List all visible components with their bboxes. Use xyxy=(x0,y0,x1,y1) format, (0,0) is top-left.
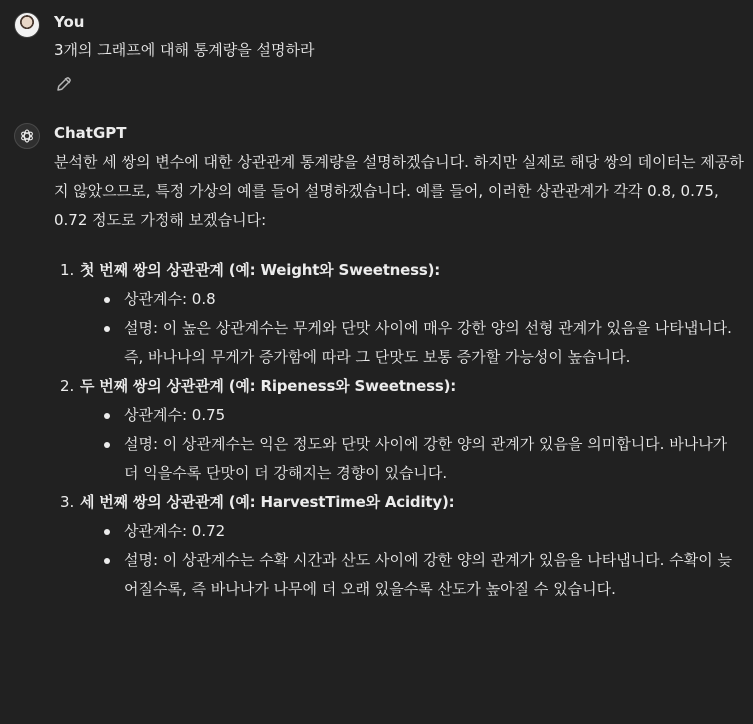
assistant-name: ChatGPT xyxy=(54,124,127,142)
item-number: 2. xyxy=(60,377,75,395)
coefficient-text: 상관계수: 0.72 xyxy=(102,517,744,546)
response-intro: 분석한 세 쌍의 변수에 대한 상관관계 통계량을 설명하겠습니다. 하지만 실제로 해당 쌍의 데이터는 제공하지 않았으므로, 특정 가상의 예를 들어 설명하겠습니다. 예를 들어, 이러한 상관관계가 각각 0.8, 0.75, 0.72 정도로 가정해 보겠습니다: xyxy=(54,153,744,229)
assistant-response xyxy=(54,148,744,604)
item-number: 1. xyxy=(60,261,75,279)
description-text: 설명: 이 상관계수는 수확 시간과 산도 사이에 강한 양의 관계가 있음을 나타냅니다. 수확이 늦어질수록, 즉 바나나가 나무에 더 오래 있을수록 산도가 높아질 수 있습니다. xyxy=(102,546,744,604)
list-item xyxy=(54,488,744,604)
openai-logo-icon xyxy=(14,123,40,149)
user-message-text: 3개의 그래프에 대해 통계량을 설명하라 xyxy=(54,41,315,59)
user-name: You xyxy=(54,13,85,31)
item-details xyxy=(80,401,744,488)
item-number: 3. xyxy=(60,493,75,511)
item-details xyxy=(80,517,744,604)
list-item xyxy=(54,372,744,488)
user-avatar-icon xyxy=(14,12,40,38)
description-text: 설명: 이 높은 상관계수는 무게와 단맛 사이에 매우 강한 양의 선형 관계가 있음을 나타냅니다. 즉, 바나나의 무게가 증가함에 따라 그 단맛도 보통 증가할 가능성이 높습니다. xyxy=(102,314,744,372)
coefficient-text: 상관계수: 0.8 xyxy=(102,285,744,314)
item-title: 세 번째 쌍의 상관관계 (예: HarvestTime와 Acidity): xyxy=(80,493,455,511)
list-item xyxy=(54,256,744,372)
coefficient-text: 상관계수: 0.75 xyxy=(102,401,744,430)
description-text: 설명: 이 상관계수는 익은 정도와 단맛 사이에 강한 양의 관계가 있음을 의미합니다. 바나나가 더 익을수록 단맛이 더 강해지는 경향이 있습니다. xyxy=(102,430,744,488)
item-title: 두 번째 쌍의 상관관계 (예: Ripeness와 Sweetness): xyxy=(80,377,457,395)
item-title: 첫 번째 쌍의 상관관계 (예: Weight와 Sweetness): xyxy=(80,261,441,279)
pencil-icon[interactable] xyxy=(55,75,73,93)
item-details xyxy=(80,285,744,372)
correlation-list xyxy=(54,256,744,604)
